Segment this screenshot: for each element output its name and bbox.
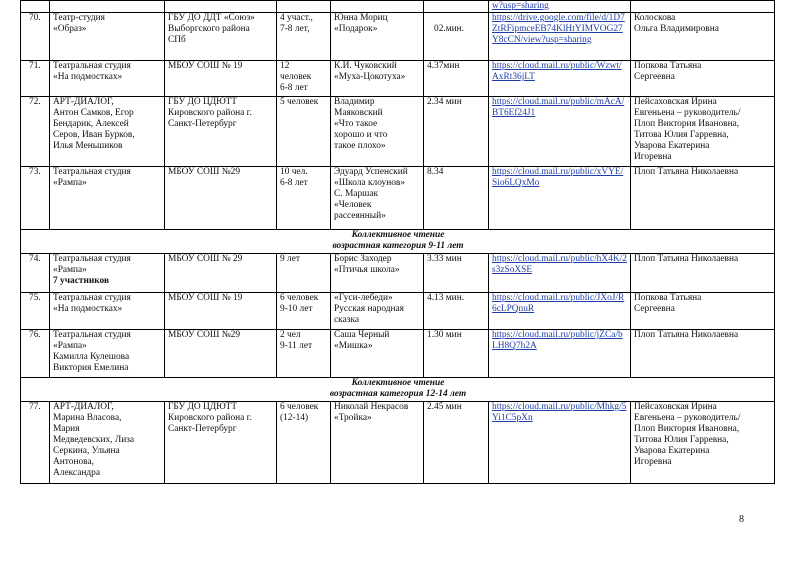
table-row [21,330,775,378]
work-cell: Владимир Маяковский «Что такое хорошо и что такое плохо» [331,97,424,167]
link-cell [489,167,631,230]
work-cell: Саша Черный «Мишка» [331,330,424,378]
table-row [21,1,775,13]
video-link[interactable]: https://cloud.mail.ru/public/xVYE/Sio6LQxMo [492,167,624,188]
row-number: 73. [21,167,50,230]
work-cell: К.И. Чуковский «Муха-Цокотуха» [331,61,424,97]
video-link[interactable]: https://drive.google.com/file/d/1D7ZtRFipmceEB74KlHtYIMVOG27Y8cCN/view?usp=sharing [492,13,625,45]
institution-cell: МБОУ СОШ № 19 [165,293,277,330]
row-number: 77. [21,402,50,484]
institution-cell: ГБУ ДО ЦДЮТТ Кировского района г. Санкт-Петербург [165,97,277,167]
leader-cell: Пейсаховская Ирина Евгеньена – руководитель/ Плоп Виктория Ивановна, Титова Юлия Гарревна, Уварова Екатерина Игоревна [631,402,775,484]
leader-cell: Попкова Татьяна Сергеевна [631,293,775,330]
duration-cell: 4.13 мин. [424,293,489,330]
video-link[interactable]: https://cloud.mail.ru/public/JXoJ/R6cLPQnuR [492,293,625,314]
participants-cell: 6 человек (12-14) [277,402,331,484]
work-cell: «Гуси-лебеди» Русская народная сказка [331,293,424,330]
video-link[interactable]: w?usp=sharing [492,1,549,11]
leader-cell: Плоп Татьяна Николаевна [631,254,775,293]
link-cell [489,402,631,484]
work-cell: Эдуард Успенский «Школа клоунов» С. Маршак «Человек рассеянный» [331,167,424,230]
table-row [21,254,775,293]
table-row [21,61,775,97]
participants-cell: 6 человек 9-10 лет [277,293,331,330]
leader-cell: Попкова Татьяна Сергеевна [631,61,775,97]
video-link[interactable]: https://cloud.mail.ru/public/jZCa/bLH8Q7h2A [492,330,623,351]
link-cell [489,254,631,293]
institution-cell: МБОУ СОШ № 29 [165,254,277,293]
link-cell [489,293,631,330]
section-header-row [21,378,775,402]
participants-cell: 5 человек [277,97,331,167]
leader-cell: Пейсаховская Ирина Евгеньена – руководитель/ Плоп Виктория Ивановна, Титова Юлия Гарревна, Уварова Екатерина Игоревна [631,97,775,167]
institution-cell: ГБУ ДО ЦДЮТТ Кировского района г. Санкт-Петербург [165,402,277,484]
link-cell [489,97,631,167]
table-row [21,97,775,167]
collective-cell: Театральная студия «На подмостках» [50,61,165,97]
work-cell: Борис Заходер «Птичья школа» [331,254,424,293]
participants-cell: 10 чел. 6-8 лет [277,167,331,230]
link-cell [489,330,631,378]
video-link[interactable]: https://cloud.mail.ru/public/mAcA/BT6Ef24J1 [492,97,625,118]
work-cell: Николай Некрасов «Тройка» [331,402,424,484]
participants-cell: 12 человек 6-8 лет [277,61,331,97]
duration-cell: 2.45 мин [424,402,489,484]
row-number: 72. [21,97,50,167]
participants-cell: 9 лет [277,254,331,293]
duration-cell: 02.мин. [424,13,489,61]
duration-cell: 8.34 [424,167,489,230]
participants-cell: 2 чел 9-11 лет [277,330,331,378]
row-number: 70. [21,13,50,61]
collective-cell: Театральная студия «Рампа» Камилла Кулешова Виктория Емелина [50,330,165,378]
collective-cell: Театральная студия «Рампа» 7 участников [50,254,165,293]
participants-table [20,0,775,484]
duration-cell: 1.30 мин [424,330,489,378]
document-page [20,0,774,484]
row-number: 75. [21,293,50,330]
video-link[interactable]: https://cloud.mail.ru/public/Wzwt/AxRt36jLT [492,61,622,82]
duration-cell: 4.37мин [424,61,489,97]
leader-cell: Плоп Татьяна Николаевна [631,167,775,230]
institution-cell: МБОУ СОШ №29 [165,330,277,378]
duration-cell: 2.34 мин [424,97,489,167]
table-row [21,167,775,230]
collective-cell: Театр-студия «Образ» [50,13,165,61]
institution-cell: МБОУ СОШ № 19 [165,61,277,97]
collective-cell: АРТ-ДИАЛОГ, Марина Власова, Мария Медведевских, Лиза Серкина, Ульяна Антонова, Александра [50,402,165,484]
duration-cell: 3.33 мин [424,254,489,293]
collective-cell: Театральная студия «Рампа» [50,167,165,230]
section-header: Коллективное чтение возрастная категория 12-14 лет [21,378,775,402]
section-header-row [21,230,775,254]
video-link[interactable]: https://cloud.mail.ru/public/hX4K/2s3zSoXSE [492,254,627,275]
link-cell [489,13,631,61]
row-number: 71. [21,61,50,97]
table-row [21,293,775,330]
participants-cell: 4 участ., 7-8 лет, [277,13,331,61]
table-row [21,402,775,484]
leader-cell: Колоскова Ольга Владимировна [631,13,775,61]
row-number: 74. [21,254,50,293]
collective-cell: АРТ-ДИАЛОГ, Антон Самков, Егор Бендарик, Алексей Серов, Иван Бурков, Илья Меньшиков [50,97,165,167]
institution-cell: ГБУ ДО ДДТ «Союз» Выборгского района СПб [165,13,277,61]
collective-cell: Театральная студия «На подмостках» [50,293,165,330]
work-cell: Юнна Мориц «Подарок» [331,13,424,61]
row-number: 76. [21,330,50,378]
page-number: 8 [739,514,744,525]
link-cell [489,61,631,97]
leader-cell: Плоп Татьяна Николаевна [631,330,775,378]
video-link[interactable]: https://cloud.mail.ru/public/Mhkg/5Yi1C5pXn [492,402,627,423]
section-header: Коллективное чтение возрастная категория 9-11 лет [21,230,775,254]
table-row [21,13,775,61]
institution-cell: МБОУ СОШ №29 [165,167,277,230]
